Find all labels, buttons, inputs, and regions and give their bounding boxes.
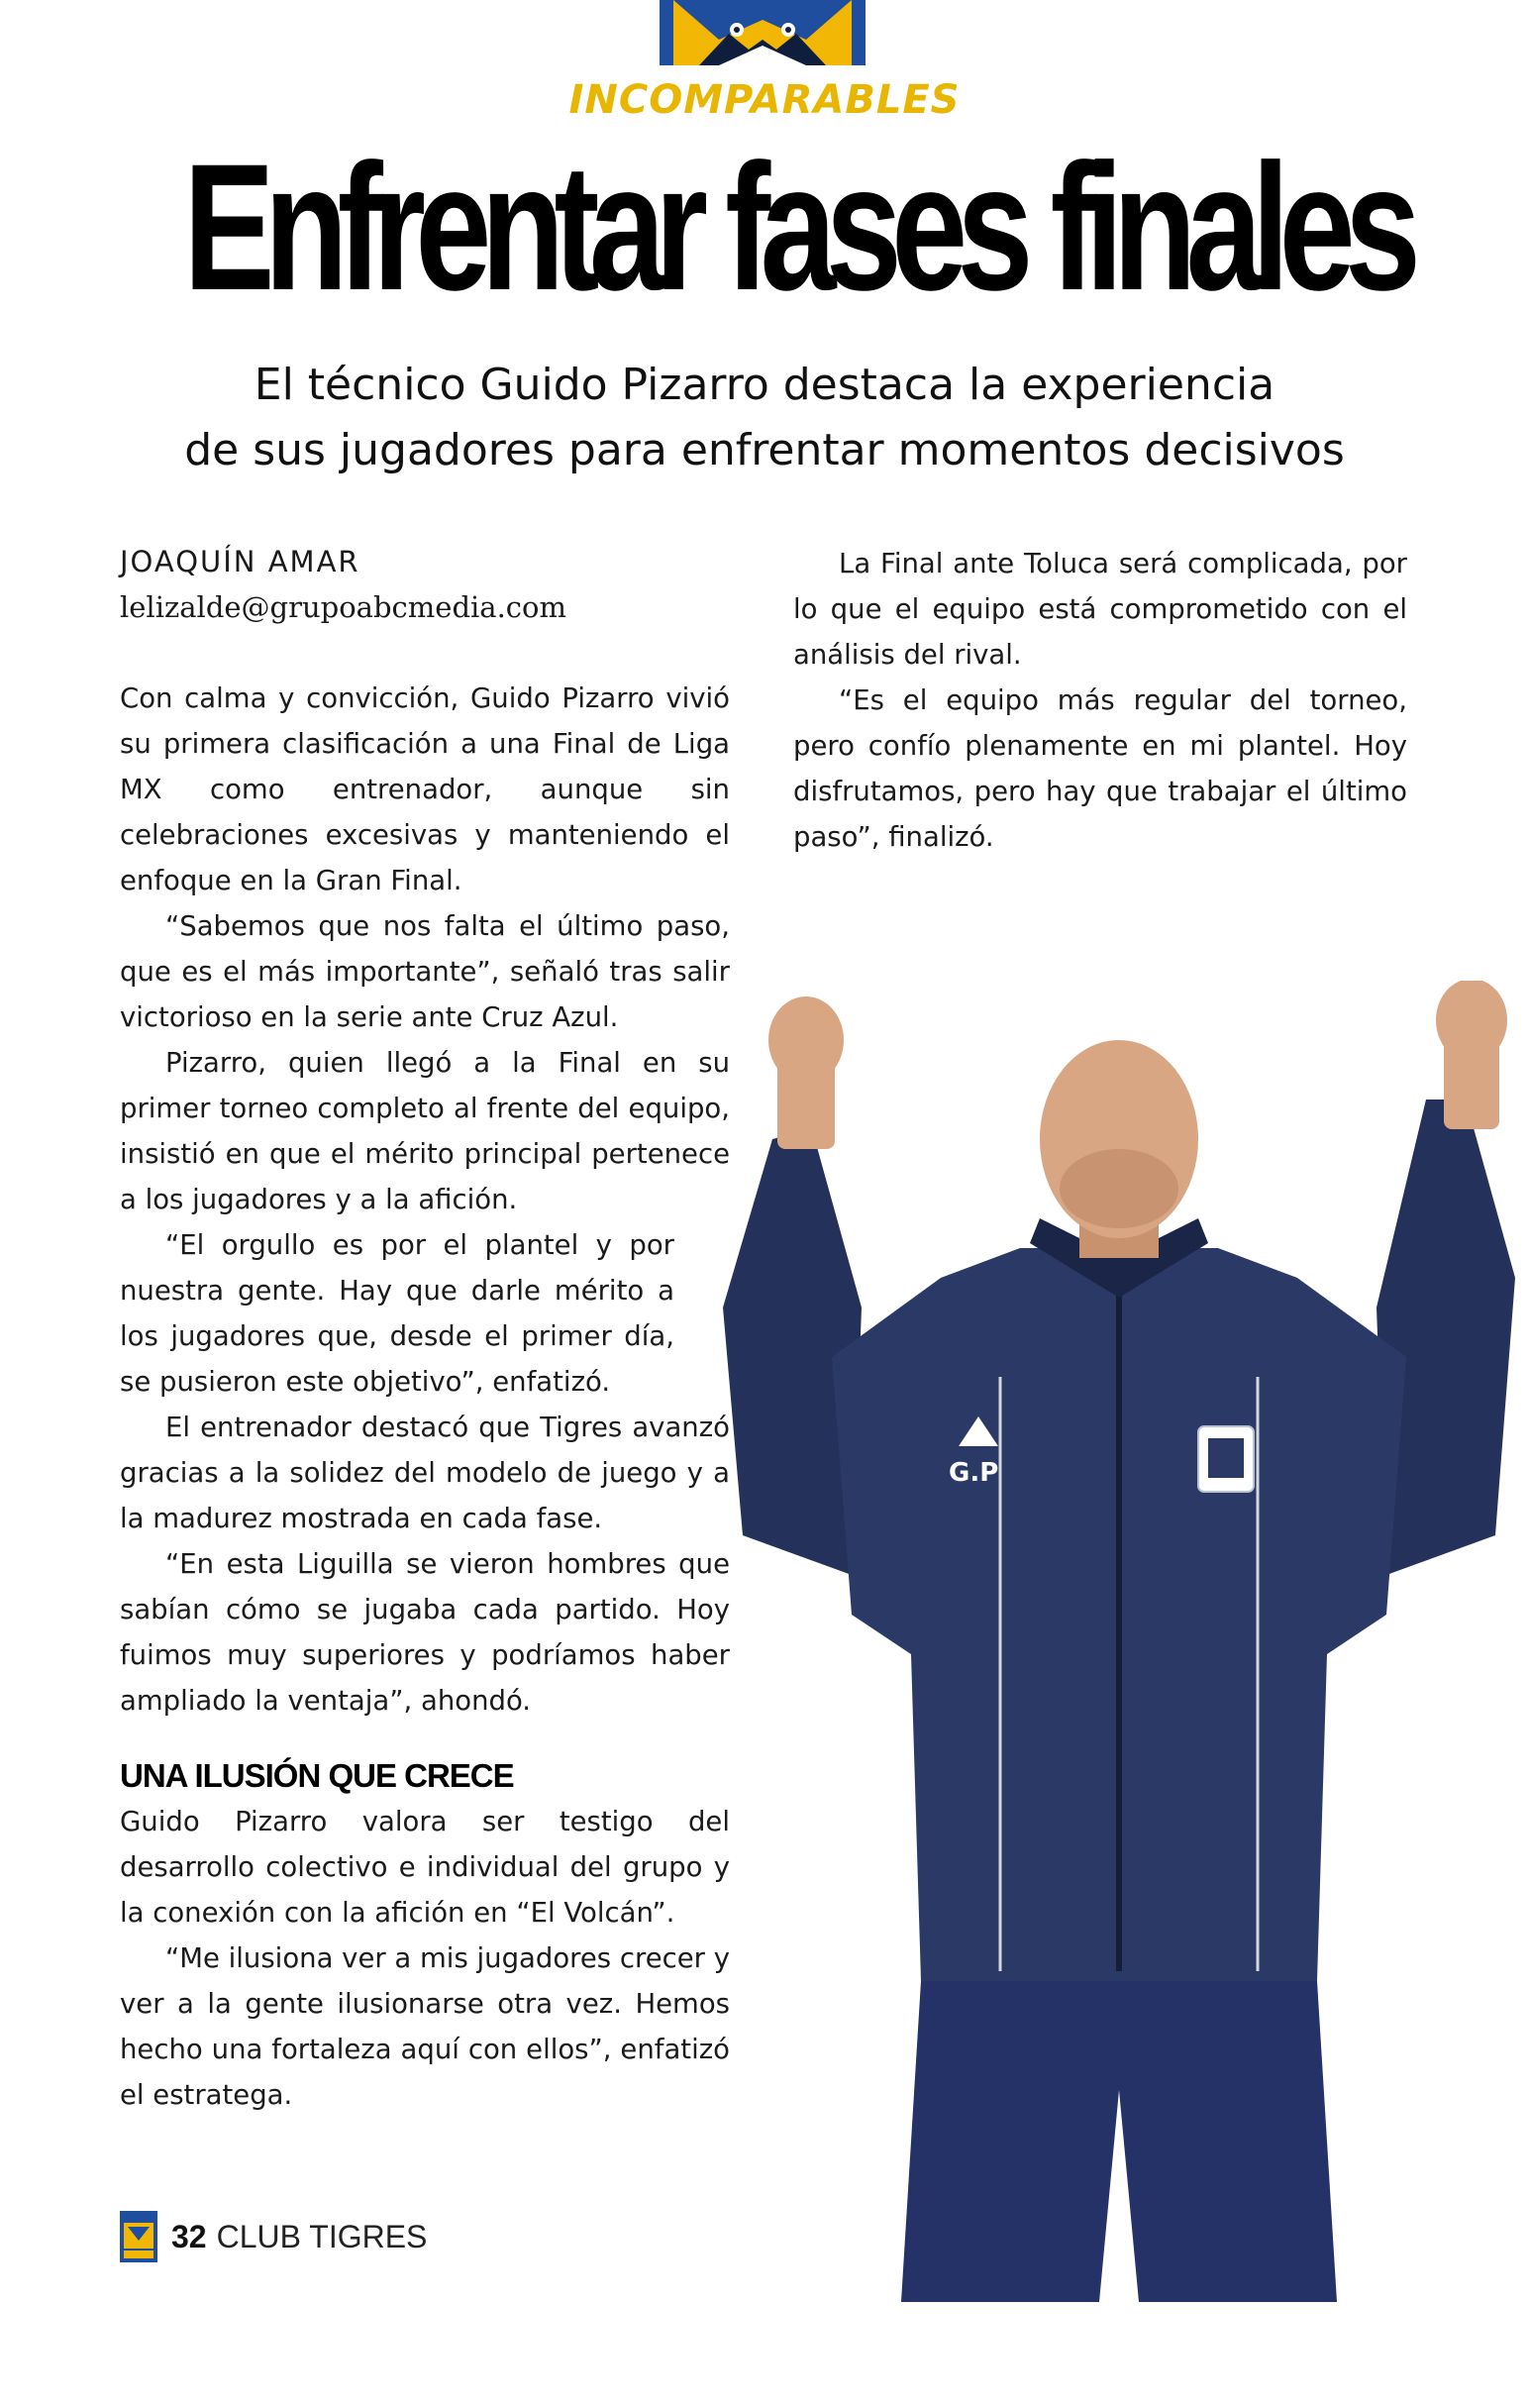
subtitle-line-1: El técnico Guido Pizarro destaca la experiencia: [254, 360, 1275, 410]
coach-photo: [703, 981, 1529, 2302]
section-label: INCOMPARABLES: [568, 77, 961, 123]
byline: [120, 539, 754, 630]
article-paragraph: Guido Pizarro valora ser testigo del desarrollo colectivo e individual del grupo y la conexión con la afición en “El Volcán”.: [120, 1806, 730, 1929]
section-subhead: UNA ILUSIÓN QUE CRECE: [120, 1757, 514, 1794]
article-paragraph: La Final ante Toluca será complicada, por lo que el equipo está comprometido con el análisis del rival.: [793, 548, 1407, 671]
subtitle-line-2: de sus jugadores para enfrentar momentos decisivos: [184, 425, 1345, 475]
article-column-left: [120, 676, 730, 2118]
article-paragraph: “Sabemos que nos falta el último paso, que es el más importante”, señaló tras salir victorioso en la serie ante Cruz Azul.: [120, 910, 730, 1033]
article-paragraph: “Es el equipo más regular del torneo, pero confío plenamente en mi plantel. Hoy disfrutamos, pero hay que trabajar el último paso”, finalizó.: [793, 684, 1407, 853]
jacket-initials: G.P: [949, 1458, 999, 1488]
headline: Enfrentar fases finales: [183, 126, 1411, 328]
author-email: lelizalde@grupoabcmedia.com: [120, 590, 566, 624]
article-paragraph: “El orgullo es por el plantel y por nuestra gente. Hay que darle mérito a los jugadores que, desde el primer día, se pusieron este objetivo”, enfatizó.: [120, 1229, 674, 1398]
article-paragraph: Con calma y convicción, Guido Pizarro vivió su primera clasificación a una Final de Liga MX como entrenador, aunque sin celebraciones excesivas y manteniendo el enfoque en la Gran Final.: [120, 682, 730, 896]
subtitle: [99, 353, 1430, 483]
article-paragraph: “Me ilusiona ver a mis jugadores crecer y ver a la gente ilusionarse otra vez. Hemos hecho una fortaleza aquí con ellos”, enfatizó el estratega.: [120, 1942, 730, 2111]
author-name: JOAQUÍN AMAR: [120, 545, 360, 578]
article-paragraph: El entrenador destacó que Tigres avanzó gracias a la solidez del modelo de juego y a la madurez mostrada en cada fase.: [120, 1412, 730, 1534]
article-paragraph: Pizarro, quien llegó a la Final en su primer torneo completo al frente del equipo, insistió en que el mérito principal pertenece a los jugadores y a la afición.: [120, 1047, 730, 1215]
tigres-crest-icon: [120, 2211, 157, 2262]
article-paragraph: “En esta Liguilla se vieron hombres que sabían cómo se jugaba cada partido. Hoy fuimos muy superiores y podríamos haber ampliado la ventaja”, ahondó.: [120, 1548, 730, 1717]
article-column-right: [793, 541, 1407, 860]
club-name: CLUB TIGRES: [216, 2218, 428, 2254]
page-number: 32: [171, 2218, 207, 2254]
tigres-logo: [660, 0, 866, 65]
page-footer: [120, 2211, 427, 2262]
